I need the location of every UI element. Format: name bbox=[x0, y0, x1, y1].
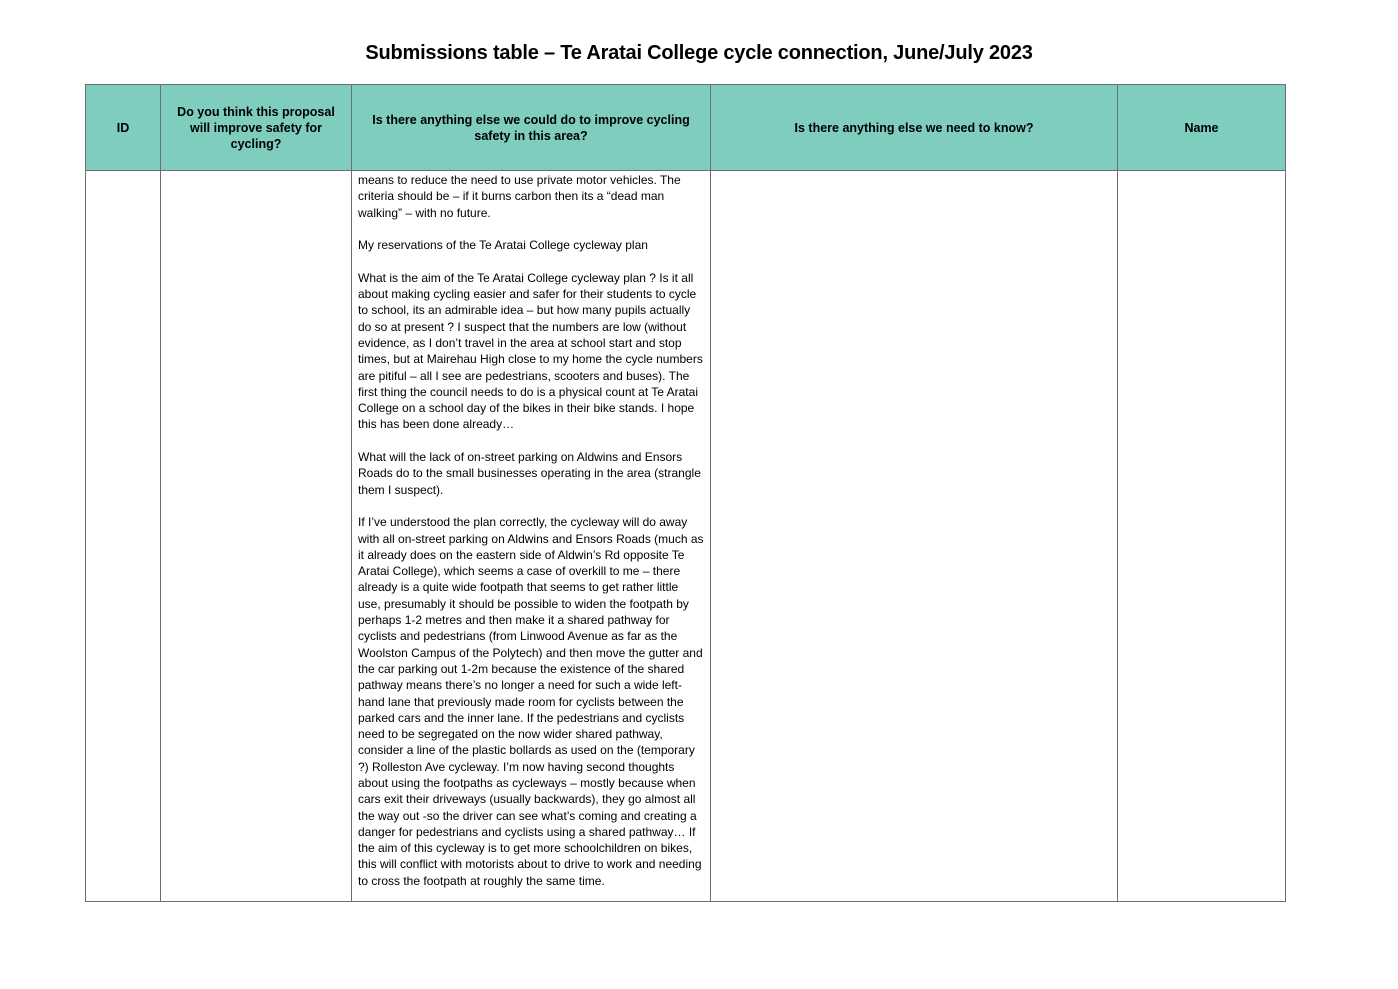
response-paragraph: What will the lack of on-street parking on Aldwins and Ensors Roads do to the small businesses operating in the area (strangle them I suspect). bbox=[358, 450, 701, 497]
header-improve-safety: Do you think this proposal will improve safety for cycling? bbox=[161, 85, 352, 171]
response-paragraph: means to reduce the need to use private motor vehicles. The criteria should be – if it burns carbon then its a “dead man walking” – with no future. bbox=[358, 173, 681, 220]
submissions-table bbox=[85, 84, 1286, 902]
response-paragraph: My reservations of the Te Aratai College cycleway plan bbox=[358, 238, 648, 253]
header-anything-else: Is there anything else we could do to improve cycling safety in this area? bbox=[352, 85, 711, 171]
cell-anything-else bbox=[352, 171, 711, 902]
response-paragraph: If I’ve understood the plan correctly, the cycleway will do away with all on-street parking on Aldwins and Ensors Roads (much as it already does on the eastern side of Aldwin’s Rd opposite Te Aratai College), which seems a case of overkill to me – there already is a quite wide footpath that seems to get rather little use, presumably it should be possible to widen the footpath by perhaps 1-2 metres and then make it a shared pathway for cyclists and pedestrians (from Linwood Avenue as far as the Woolston Campus of the Polytech) and then move the gutter and the car parking out 1-2m because the existence of the shared pathway means there’s no longer a need for such a wide left-hand lane that previously made room for cyclists between the parked cars and the inner lane. If the pedestrians and cyclists need to be segregated on the now wider shared pathway, consider a line of the plastic bollards as used on the (temporary ?) Rolleston Ave cycleway. I’m now having second thoughts about using the footpaths as cycleways – mostly because when cars exit their driveways (usually backwards), they go almost all the way out -so the driver can see what’s coming and creating a danger for pedestrians and cyclists using a shared pathway… If the aim of this cycleway is to get more schoolchildren on bikes, this will conflict with motorists about to drive to work and needing to cross the footpath at roughly the same time. bbox=[358, 515, 704, 888]
cell-need-to-know bbox=[711, 171, 1118, 902]
cell-improve-safety bbox=[161, 171, 352, 902]
header-id: ID bbox=[86, 85, 161, 171]
response-paragraph: What is the aim of the Te Aratai College cycleway plan ? Is it all about making cycling easier and safer for their students to cycle to school, its an admirable idea – but how many pupils actually do so at present ? I suspect that the numbers are low (without evidence, as I don’t travel in the area at school start and stop times, but at Mairehau High close to my home the cycle numbers are pitiful – all I see are pedestrians, scooters and buses). The first thing the council needs to do is a physical count at Te Aratai College on a school day of the bikes in their bike stands. I hope this has been done already… bbox=[358, 270, 703, 432]
table-row bbox=[86, 171, 1286, 902]
header-name: Name bbox=[1118, 85, 1286, 171]
cell-name bbox=[1118, 171, 1286, 902]
cell-id bbox=[86, 171, 161, 902]
table-header-row bbox=[86, 85, 1286, 171]
header-need-to-know: Is there anything else we need to know? bbox=[711, 85, 1118, 171]
page-title: Submissions table – Te Aratai College cycle connection, June/July 2023 bbox=[365, 42, 1033, 64]
